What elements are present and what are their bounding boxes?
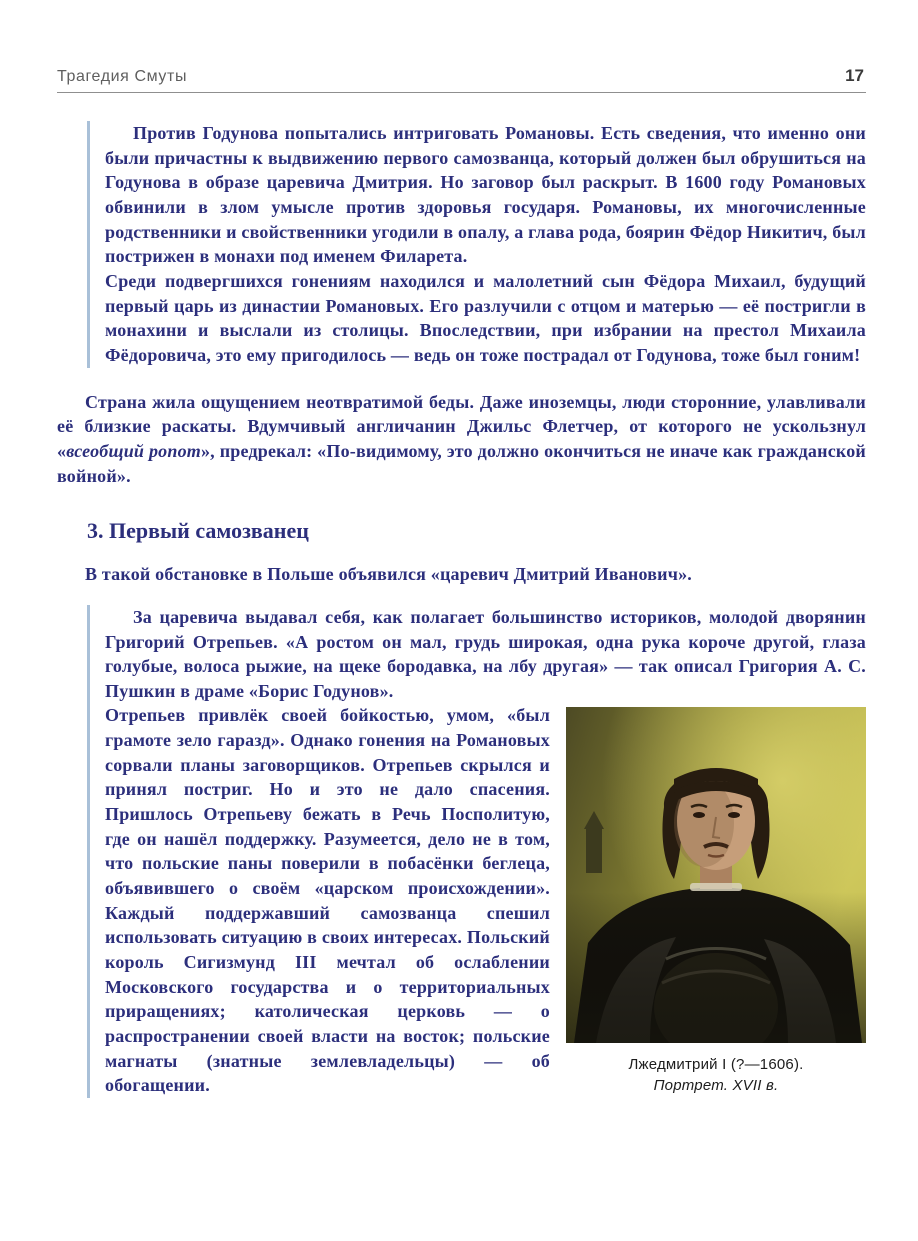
running-title: Трагедия Смуты xyxy=(57,68,188,85)
sidebar-block-otrepyev xyxy=(87,605,866,1098)
paragraph-text: », предрекал: «По-видимому, это должно окончиться не иначе как гражданской войной». xyxy=(57,440,866,486)
paragraph: Среди подвергшихся гонениям находился и малолетний сын Фёдора Михаил, будущий первый царь из династии Романовых. Его разлучили с отцом и матерью — её постригли в монахини и выслали из столицы. Впоследствии, при избрании на престол Михаила Фёдоровича, это ему пригодилось — ведь он тоже пострадал от Годунова, тоже был гоним! xyxy=(105,270,866,365)
caption-line-2: Портрет. XVII в. xyxy=(653,1076,779,1094)
page-number: 17 xyxy=(845,66,864,85)
paragraph: Отрепьев привлёк своей бойкостью, умом, «был грамоте зело гаразд». Однако гонения на Романовых сорвали планы заговорщиков. Отрепьев скрылся и принял постриг. Но и это не дало спасения. Пришлось Отрепьеву бежать в Речь Посполитую, где он нашёл поддержку. Разумеется, дело не в том, что польские паны поверили в побасёнки беглеца, объявившего о своём «царском происхождении». Каждый поддержавший самозванца спешил использовать ситуацию в своих интересах. Польский король Сигизмунд III мечтал об ослаблении Московского государства и о территориальных приращениях; католическая церковь — о распространении своей власти на восток; польские магнаты (знатные землевладельцы) — об обогащении. xyxy=(105,705,550,1096)
page-header xyxy=(57,66,866,93)
paragraph: Против Годунова попытались интриговать Романовы. Есть сведения, что именно они были причастны к выдвижению первого самозванца, который должен был обрушиться на Годунова в образе царевича Дмитрия. Но заговор был раскрыт. В 1600 году Романовых обвинили в злом умысле против здоровья государя. Романовы, их многочисленные родственники и свойственники угодили в опалу, а глава рода, боярин Фёдор Никитич, был пострижен в монахи под именем Филарета. xyxy=(105,123,866,267)
paragraph-text: Страна жила ощущением неотвратимой беды. Даже иноземцы, люди сторонние, улавливали её близкие раскаты. Вдумчивый англичанин Джильс Флетчер, от которого не ускользнул « xyxy=(57,391,866,461)
figure-caption xyxy=(566,1055,866,1096)
sidebar-block-romanovs xyxy=(87,121,866,368)
section-heading: 3. Первый самозванец xyxy=(87,518,309,544)
paragraph-fletcher xyxy=(57,390,866,489)
quoted-phrase: всеобщий ропот xyxy=(66,440,201,461)
paragraph: За царевича выдавал себя, как полагает большинство историков, молодой дворянин Григорий Отрепьев. «А ростом он мал, грудь широкая, одна рука короче другой, глаза голубые, волоса рыжие, на щеке бородавка, на лбу другая» — так описал Григория А. С. Пушкин в драме «Борис Годунов». xyxy=(105,606,866,701)
caption-line-1: Лжедмитрий I (?—1606). xyxy=(628,1056,804,1074)
wrapped-text-column xyxy=(105,703,550,1098)
paragraph-intro: В такой обстановке в Польше объявился «царевич Дмитрий Иванович». xyxy=(85,564,692,585)
portrait-of-false-dmitry-image xyxy=(566,707,866,1043)
figure-false-dmitry xyxy=(566,707,866,1098)
text-and-figure-row xyxy=(105,703,866,1098)
